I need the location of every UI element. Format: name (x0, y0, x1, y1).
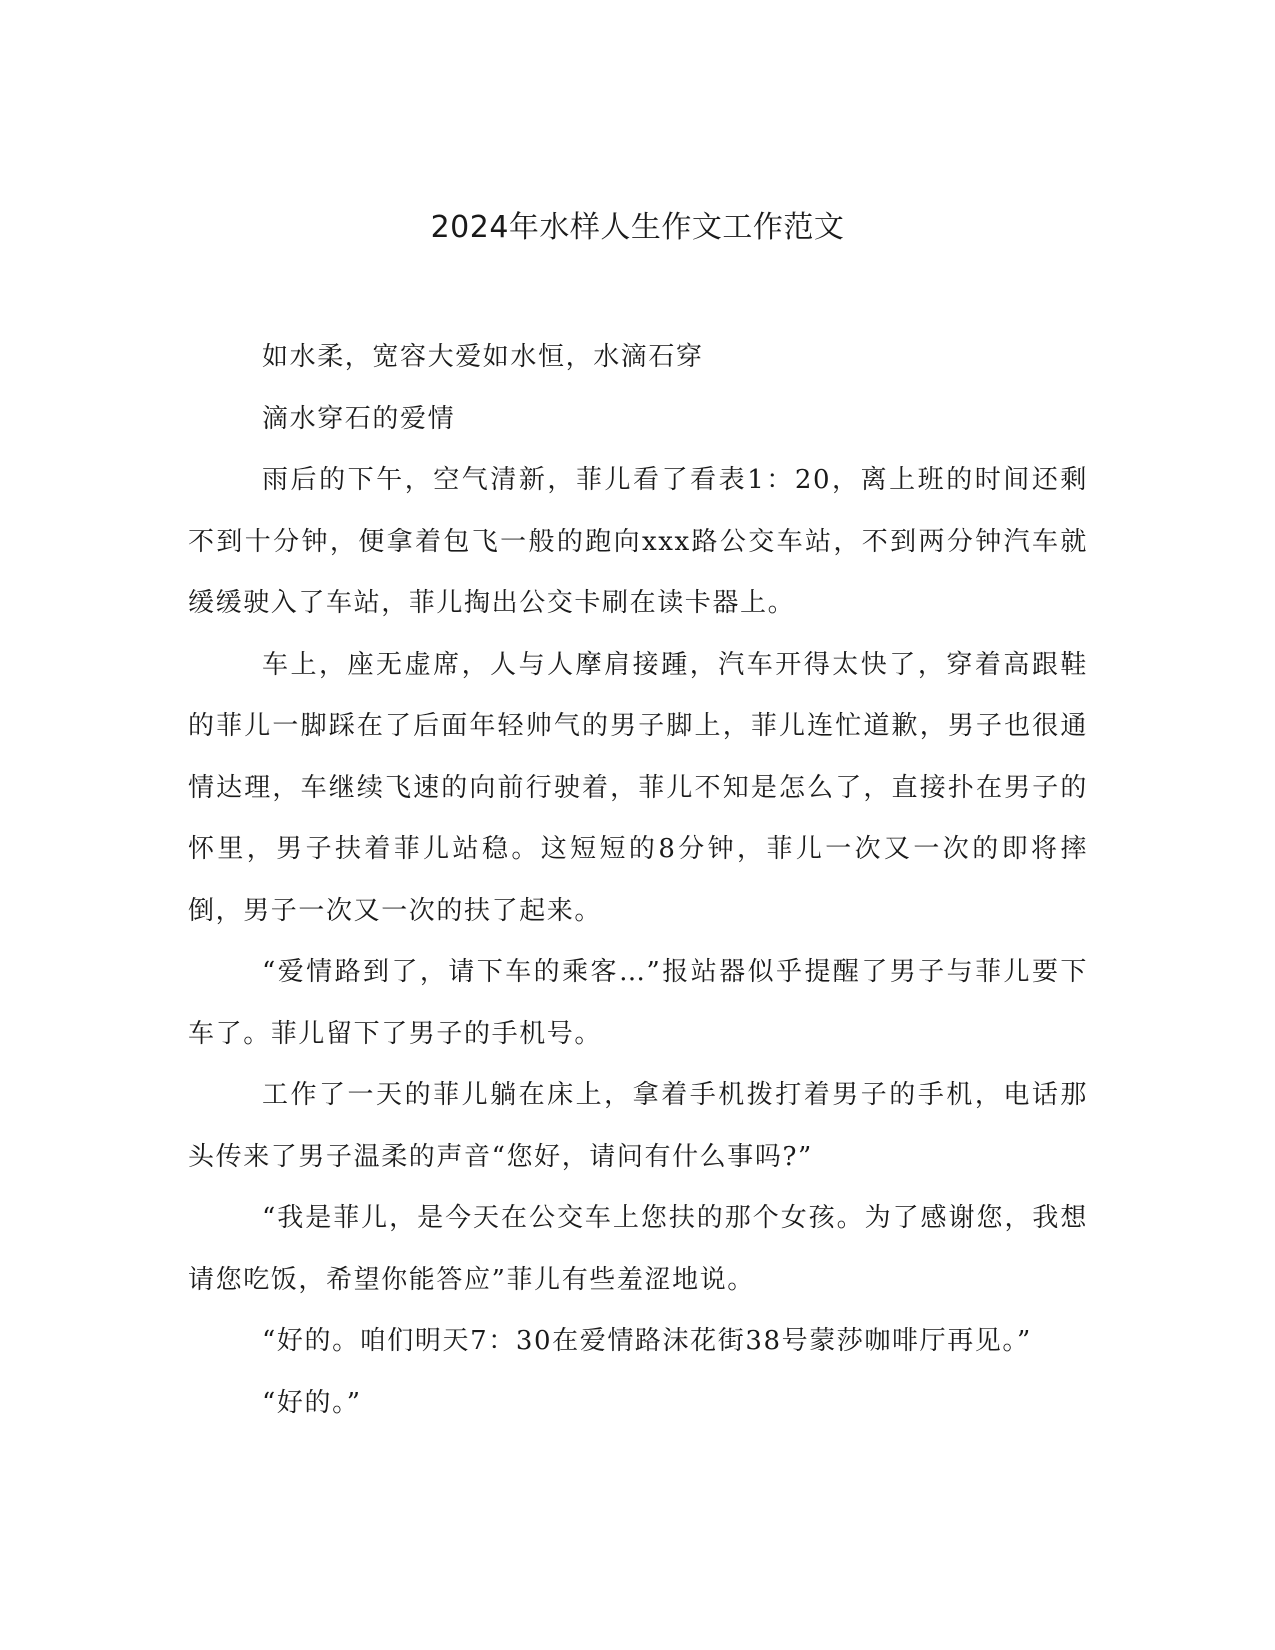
document-title: 2024年水样人生作文工作范文 (430, 210, 845, 245)
paragraph-7: “我是菲儿，是今天在公交车上您扶的那个女孩。为了感谢您，我想请您吃饭，希望你能答应”菲儿有些羞涩地说。 (188, 1203, 1088, 1295)
paragraph-6: 工作了一天的菲儿躺在床上，拿着手机拨打着男子的手机，电话那头传来了男子温柔的声音“您好，请问有什么事吗?” (188, 1080, 1088, 1172)
paragraph-4: 车上，座无虚席，人与人摩肩接踵，汽车开得太快了，穿着高跟鞋的菲儿一脚踩在了后面年轻帅气的男子脚上，菲儿连忙道歉，男子也很通情达理，车继续飞速的向前行驶着，菲儿不知是怎么了，直接扑在男子的怀里，男子扶着菲儿站稳。这短短的8分钟，菲儿一次又一次的即将摔倒，男子一次又一次的扶了起来。 (188, 649, 1088, 926)
paragraph-3: 雨后的下午，空气清新，菲儿看了看表1：20，离上班的时间还剩不到十分钟，便拿着包飞一般的跑向xxx路公交车站，不到两分钟汽车就缓缓驶入了车站，菲儿掏出公交卡刷在读卡器上。 (188, 465, 1088, 618)
paragraph-1: 如水柔，宽容大爱如水恒，水滴石穿 (262, 342, 704, 372)
paragraph-8: “好的。咱们明天7：30在爱情路沫花街38号蒙莎咖啡厅再见。” (262, 1326, 1032, 1356)
paragraph-2: 滴水穿石的爱情 (262, 403, 456, 434)
paragraph-9: “好的。” (262, 1387, 362, 1418)
paragraph-5: “爱情路到了，请下车的乘客…”报站器似乎提醒了男子与菲儿要下车了。菲儿留下了男子的手机号。 (188, 957, 1088, 1049)
document-body (188, 327, 1088, 1434)
